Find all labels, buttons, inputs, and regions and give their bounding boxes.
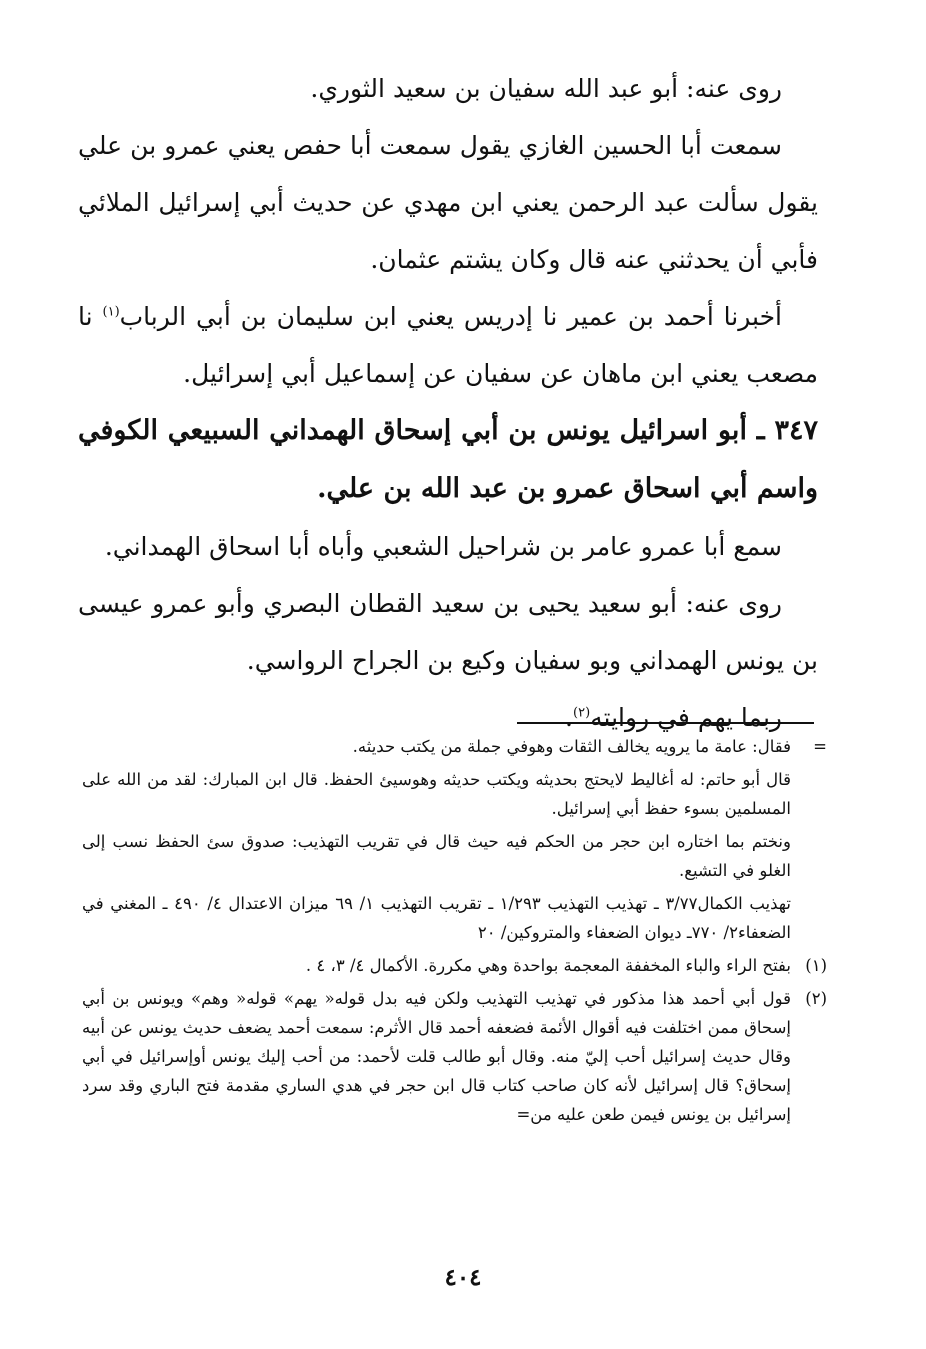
paragraph-narrators-2: روى عنه: أبو سعيد يحيى بن سعيد القطان البصري وأبو عمرو عيسى بن يونس الهمداني وبو سفيان وكيع بن الجراح الرواسي.: [78, 589, 818, 675]
paragraph-narrators-1: روى عنه: أبو عبد الله سفيان بن سعيد الثوري.: [310, 74, 782, 103]
footnote-continuation-4-text: تهذيب الكمال٣/٧٧ ـ تهذيب التهذيب ١/٢٩٣ ـ تقريب التهذيب ١/ ٦٩ ميزان الاعتدال ٤/ ٤٩٠ ـ المغني في الضعفاء٢/ ٧٧٠ـ ديوان الضعفاء والمتروكين/ ٢٠: [82, 894, 791, 942]
footnote-2: [82, 984, 827, 1129]
paragraph-heard-from: سمع أبا عمرو عامر بن شراحيل الشعبي وأباه أبا اسحاق الهمداني.: [104, 532, 782, 561]
footnote-ref-2: (٢): [573, 705, 591, 721]
footnote-1-text: بفتح الراء والباء المخففة المعجمة بواحدة وهي مكررة. الأكمال ٤/ ٣، ٤ .: [305, 956, 791, 975]
footnotes: [82, 732, 827, 1129]
paragraph-verdict-end: .: [565, 703, 573, 732]
footnote-continuation-3: [82, 827, 827, 885]
footnote-continuation-1: [82, 732, 827, 761]
footnote-ref-1: (١): [102, 304, 120, 320]
footnote-1-marker: (١): [805, 956, 827, 975]
footnote-2-text: قول أبي أحمد هذا مذكور في تهذيب التهذيب ولكن فيه بدل قوله« يهم» قوله« وهم» ويونس بن أبي إسحاق ممن اختلفت فيه أقوال الأئمة فضعفه أحمد قال الأثرم: سمعت أحمد يضعف حديث يونس عن أبيه وقال حديث إسرائيل أحب إليّ منه. وقال أبو طالب قلت لأحمد: من أحب إليك يونس أوإسرائيل في أبي إسحاق؟ قال إسرائيل لأنه كان صاحب كتاب قال ابن حجر في هدي الساري مقدمة فتح الباري وقد سرد إسرائيل بن يونس فيمن طعن عليه من=: [82, 989, 791, 1124]
footnote-1: [82, 951, 827, 980]
footnote-2-marker: (٢): [805, 989, 827, 1008]
continuation-marker: =: [813, 737, 827, 756]
paragraph-hafs-report: سمعت أبا الحسين الغازي يقول سمعت أبا حفص يعني عمرو بن علي يقول سألت عبد الرحمن يعني ابن مهدي عن حديث أبي إسرائيل الملائي فأبي أن يحدثني عنه قال وكان يشتم عثمان.: [78, 131, 818, 274]
footnote-continuation-2: [82, 765, 827, 823]
footnote-continuation-2-text: قال أبو حاتم: له أغاليط لايحتج بحديثه ويكتب حديثه وهوسيئ الحفظ. قال ابن المبارك: لقد من الله على المسلمين بسوء حفظ أبي إسرائيل.: [82, 770, 791, 818]
page-number: ٤٠٤: [444, 1264, 482, 1291]
footnote-continuation-4: [82, 889, 827, 947]
footnote-continuation-3-text: ونختم بما اختاره ابن حجر من الحكم فيه حيث قال في تقريب التهذيب: صدوق سئ الحفظ نسب إلى الغلو في التشيع.: [82, 832, 791, 880]
paragraph-verdict-text: ربما يهم في روايته: [590, 703, 782, 732]
paragraph-ahmad-report-text-2: نا مصعب يعني ابن ماهان عن سفيان عن إسماعيل أبي إسرائيل.: [78, 302, 818, 388]
entry-heading-347: ٣٤٧ ـ أبو اسرائيل يونس بن أبي إسحاق الهمداني السبيعي الكوفي واسم أبي اسحاق عمرو بن عبد الله بن علي.: [78, 415, 818, 504]
main-text: [78, 60, 818, 746]
footnote-continuation-1-text: فقال: عامة ما يرويه يخالف الثقات وهوفي جملة من يكتب حديثه.: [352, 737, 791, 756]
paragraph-ahmad-report-text-1: أخبرنا أحمد بن عمير نا إدريس يعني ابن سليمان بن أبي الرباب: [119, 302, 782, 331]
paragraph-ahmad-report: [78, 288, 818, 402]
footnote-separator: [517, 722, 814, 724]
